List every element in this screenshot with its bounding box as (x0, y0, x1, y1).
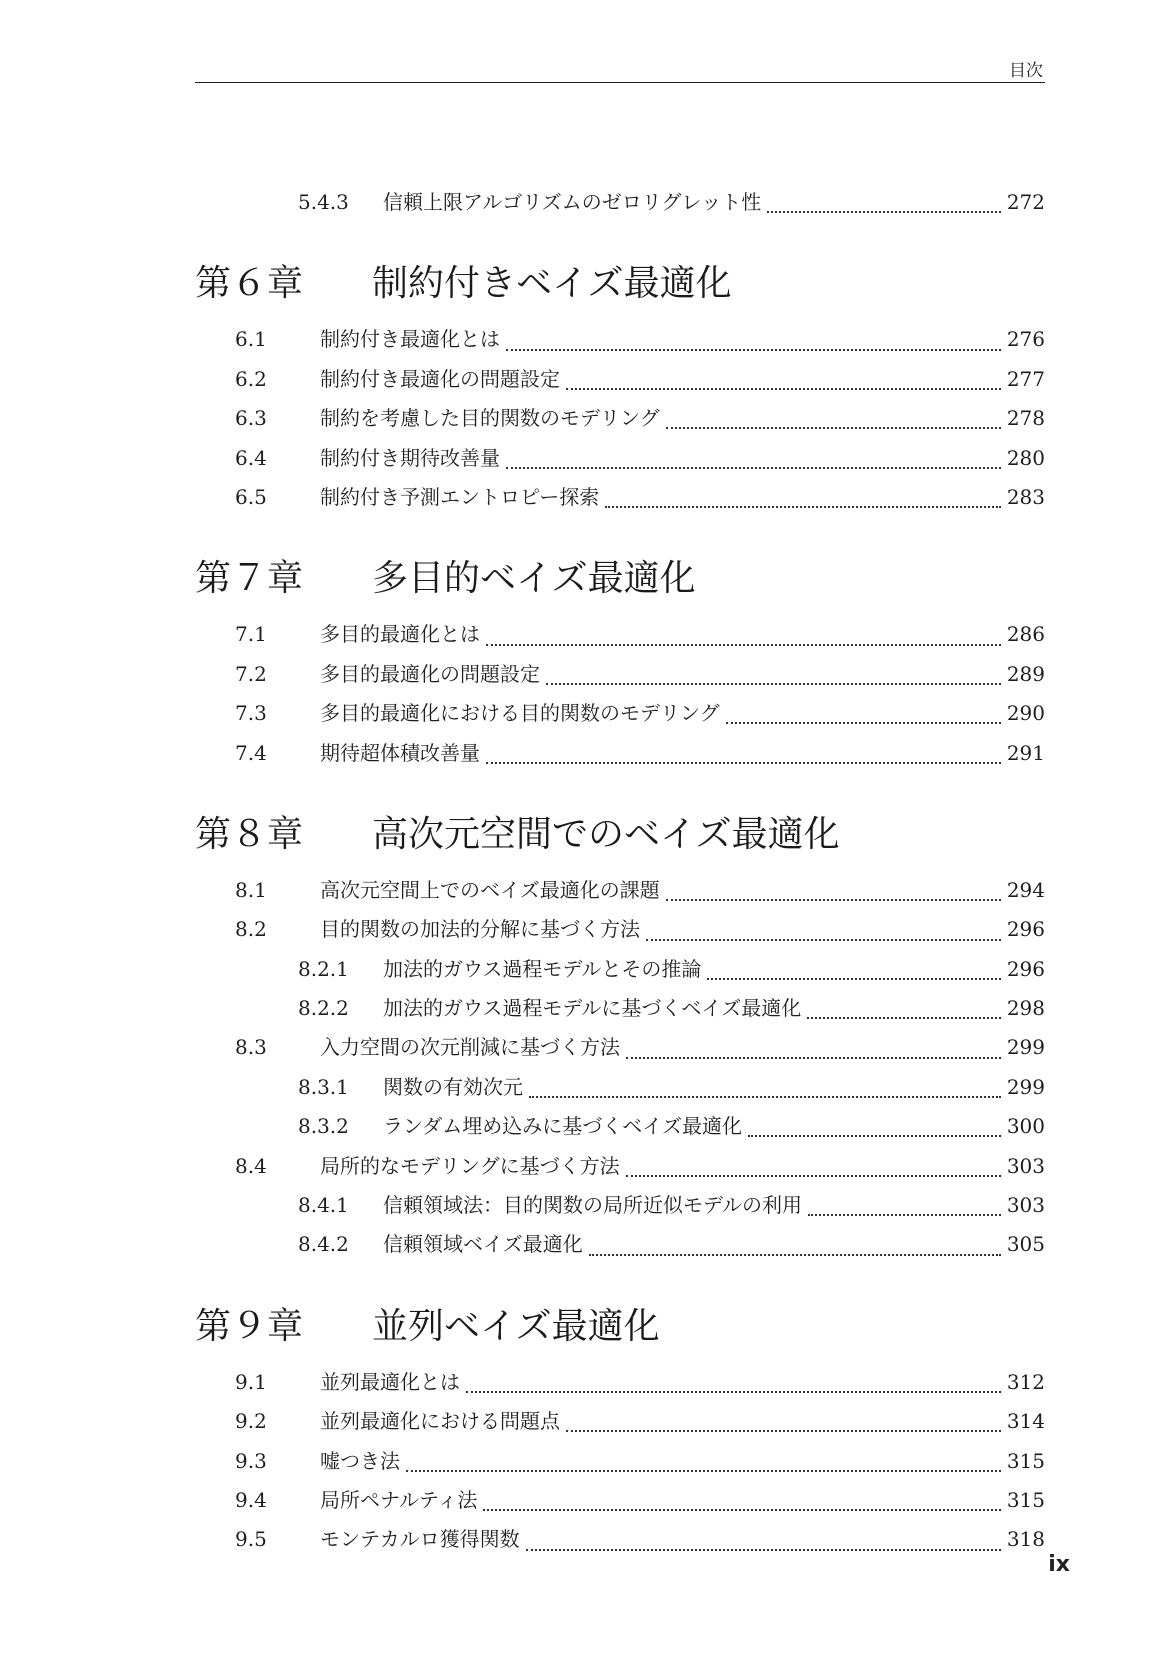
chapter-number: 第８章 (195, 813, 304, 855)
section-title: 局所的なモデリングに基づく方法 (320, 1153, 620, 1178)
page-number: ix (1048, 1552, 1070, 1577)
chapter-spacer (195, 773, 1045, 791)
chapter-heading (195, 1283, 1045, 1363)
toc-section-entry[interactable] (195, 478, 1045, 517)
entry-title-row (320, 734, 1045, 773)
page-ref: 280 (1006, 445, 1045, 470)
dot-leader (589, 1253, 1001, 1256)
toc-section-entry[interactable] (195, 615, 1045, 654)
section-title: モンテカルロ獲得関数 (320, 1527, 520, 1552)
page-ref: 298 (1006, 996, 1045, 1021)
page-ref: 314 (1006, 1409, 1045, 1434)
section-number: 8.3 (235, 1035, 267, 1060)
toc-section-entry[interactable] (195, 871, 1045, 910)
section-number: 8.2.1 (298, 956, 349, 981)
page-ref: 312 (1006, 1369, 1045, 1394)
section-title: 目的関数の加法的分解に基づく方法 (320, 917, 640, 942)
section-number: 9.5 (235, 1527, 267, 1552)
section-title: 制約付き最適化の問題設定 (320, 366, 560, 391)
section-title: 制約付き期待改善量 (320, 445, 500, 470)
page-ref: 286 (1006, 622, 1045, 647)
chapter-spacer (195, 517, 1045, 535)
dot-leader (808, 1213, 1001, 1216)
entry-title-row (320, 655, 1045, 694)
section-number: 7.1 (235, 622, 267, 647)
entry-title-row (383, 989, 1045, 1028)
page-ref: 294 (1006, 877, 1045, 902)
entry-title-row (383, 1225, 1045, 1264)
entry-title-row (320, 1481, 1045, 1520)
toc-section-entry[interactable] (195, 320, 1045, 359)
section-number: 8.3.2 (298, 1114, 349, 1139)
toc-section-entry[interactable] (195, 439, 1045, 478)
dot-leader (526, 1548, 1001, 1551)
section-number: 9.4 (235, 1487, 267, 1512)
page-ref: 278 (1006, 406, 1045, 431)
section-number: 7.3 (235, 701, 267, 726)
dot-leader (566, 387, 1001, 390)
dot-leader (529, 1095, 1001, 1098)
section-number: 8.4.2 (298, 1232, 349, 1257)
chapter-number: 第６章 (195, 263, 304, 305)
dot-leader (506, 466, 1001, 469)
toc-section-entry[interactable] (195, 655, 1045, 694)
section-number: 8.2.2 (298, 996, 349, 1021)
section-title: 加法的ガウス過程モデルに基づくベイズ最適化 (383, 996, 802, 1021)
entry-title-row (320, 399, 1045, 438)
page-ref: 296 (1006, 917, 1045, 942)
toc-section-entry[interactable] (195, 1520, 1045, 1559)
dot-leader (605, 505, 1001, 508)
dot-leader (486, 643, 1001, 646)
chapter-heading (195, 240, 1045, 320)
dot-leader (483, 1508, 1000, 1511)
entry-title-row (383, 183, 1045, 222)
entry-title-row (320, 1363, 1045, 1402)
page-ref: 272 (1006, 190, 1045, 214)
dot-leader (626, 1174, 1001, 1177)
entry-title-row (320, 360, 1045, 399)
section-title: 並列最適化における問題点 (320, 1409, 560, 1434)
section-title: 嘘つき法 (320, 1448, 400, 1473)
toc-subsection-entry[interactable] (195, 1068, 1045, 1107)
section-title: 制約付き予測エントロピー探索 (320, 484, 600, 509)
toc-section-entry[interactable] (195, 1028, 1045, 1067)
entry-title-row (320, 1520, 1045, 1559)
chapter-number: 第９章 (195, 1305, 304, 1347)
page-ref: 318 (1006, 1527, 1045, 1552)
dot-leader (646, 938, 1001, 941)
section-number: 8.2 (235, 917, 267, 942)
section-title: 制約付き最適化とは (320, 327, 500, 352)
section-number: 6.5 (235, 484, 267, 509)
running-title: 目次 (1009, 61, 1043, 81)
dot-leader (566, 1429, 1001, 1432)
entry-title-row (320, 615, 1045, 654)
toc-subsection-entry[interactable] (195, 1225, 1045, 1264)
entry-title-row (320, 871, 1045, 910)
table-of-contents (195, 183, 1045, 1560)
toc-subsection-entry[interactable] (195, 1186, 1045, 1225)
entry-title-row (320, 439, 1045, 478)
section-number: 7.2 (235, 661, 267, 686)
section-title: 信頼領域ベイズ最適化 (383, 1232, 583, 1257)
toc-section-entry[interactable] (195, 1402, 1045, 1441)
section-number: 9.3 (235, 1448, 267, 1473)
page-ref: 296 (1006, 956, 1045, 981)
dot-leader (486, 761, 1001, 764)
section-title: 制約を考慮した目的関数のモデリング (320, 406, 660, 431)
chapter-heading (195, 535, 1045, 615)
page-ref: 305 (1006, 1232, 1045, 1257)
dot-leader (707, 977, 1000, 980)
page-ref: 299 (1006, 1035, 1045, 1060)
page-ref: 315 (1006, 1448, 1045, 1473)
section-title: 加法的ガウス過程モデルとその推論 (383, 956, 702, 981)
section-title: 高次元空間上でのベイズ最適化の課題 (320, 877, 660, 902)
section-number: 9.2 (235, 1409, 267, 1434)
chapter-title: 並列ベイズ最適化 (372, 1305, 660, 1347)
chapter-title: 高次元空間でのベイズ最適化 (372, 813, 840, 855)
dot-leader (406, 1469, 1001, 1472)
entry-title-row (320, 1028, 1045, 1067)
entry-title-row (383, 1107, 1045, 1146)
page-ref: 289 (1006, 661, 1045, 686)
entry-title-row (320, 478, 1045, 517)
section-number: 8.1 (235, 877, 267, 902)
section-number: 8.3.1 (298, 1074, 349, 1099)
running-header (195, 52, 1045, 83)
dot-leader (466, 1390, 1001, 1393)
entry-title-row (320, 1147, 1045, 1186)
page-ref: 277 (1006, 366, 1045, 391)
toc-section-entry[interactable] (195, 910, 1045, 949)
page-ref: 276 (1006, 327, 1045, 352)
section-title: 局所ペナルティ法 (320, 1487, 478, 1512)
toc-subsection-entry[interactable] (195, 1107, 1045, 1146)
toc-subsection-entry[interactable] (195, 183, 1045, 222)
toc-section-entry[interactable] (195, 1442, 1045, 1481)
chapter-spacer (195, 1265, 1045, 1283)
section-title: 期待超体積改善量 (320, 740, 480, 765)
chapter-spacer (195, 222, 1045, 240)
section-title: ランダム埋め込みに基づくベイズ最適化 (383, 1114, 742, 1139)
chapter-title: 制約付きベイズ最適化 (372, 263, 732, 305)
toc-section-entry[interactable] (195, 734, 1045, 773)
toc-subsection-entry[interactable] (195, 989, 1045, 1028)
entry-title-row (383, 1186, 1045, 1225)
section-number: 6.2 (235, 366, 267, 391)
entry-title-row (320, 694, 1045, 733)
section-number: 8.4.1 (298, 1193, 349, 1218)
page-ref: 315 (1006, 1487, 1045, 1512)
chapter-heading (195, 791, 1045, 871)
chapter-number: 第７章 (195, 558, 304, 600)
section-title: 多目的最適化における目的関数のモデリング (320, 701, 720, 726)
section-number: 6.4 (235, 445, 267, 470)
section-title: 多目的最適化とは (320, 622, 480, 647)
section-number: 6.1 (235, 327, 267, 352)
section-title: 並列最適化とは (320, 1369, 460, 1394)
dot-leader (666, 426, 1001, 429)
dot-leader (748, 1134, 1001, 1137)
section-number: 9.1 (235, 1369, 267, 1394)
dot-leader (506, 348, 1001, 351)
toc-section-entry[interactable] (195, 694, 1045, 733)
dot-leader (546, 682, 1001, 685)
dot-leader (767, 210, 1001, 213)
page-ref: 283 (1006, 484, 1045, 509)
toc-section-entry[interactable] (195, 1481, 1045, 1520)
section-number: 6.3 (235, 406, 267, 431)
entry-title-row (383, 950, 1045, 989)
toc-subsection-entry[interactable] (195, 950, 1045, 989)
page-ref: 291 (1006, 740, 1045, 765)
dot-leader (807, 1016, 1001, 1019)
entry-title-row (320, 910, 1045, 949)
section-title: 信頼上限アルゴリズムのゼロリグレット性 (383, 190, 762, 214)
section-number: 7.4 (235, 740, 267, 765)
page-ref: 303 (1006, 1153, 1045, 1178)
page-ref: 290 (1006, 701, 1045, 726)
page-ref: 299 (1006, 1074, 1045, 1099)
entry-title-row (383, 1068, 1045, 1107)
toc-section-entry[interactable] (195, 360, 1045, 399)
toc-section-entry[interactable] (195, 399, 1045, 438)
section-title: 関数の有効次元 (383, 1074, 523, 1099)
entry-title-row (320, 1402, 1045, 1441)
dot-leader (726, 721, 1001, 724)
page-ref: 300 (1006, 1114, 1045, 1139)
entry-title-row (320, 1442, 1045, 1481)
section-title: 入力空間の次元削減に基づく方法 (320, 1035, 620, 1060)
section-title: 多目的最適化の問題設定 (320, 661, 540, 686)
toc-section-entry[interactable] (195, 1363, 1045, 1402)
toc-section-entry[interactable] (195, 1147, 1045, 1186)
entry-title-row (320, 320, 1045, 359)
dot-leader (626, 1056, 1001, 1059)
section-number: 5.4.3 (298, 190, 349, 214)
page-ref: 303 (1006, 1193, 1045, 1218)
dot-leader (666, 898, 1001, 901)
section-title: 信頼領域法：目的関数の局所近似モデルの利用 (383, 1193, 802, 1218)
chapter-title: 多目的ベイズ最適化 (372, 558, 696, 600)
section-number: 8.4 (235, 1153, 267, 1178)
